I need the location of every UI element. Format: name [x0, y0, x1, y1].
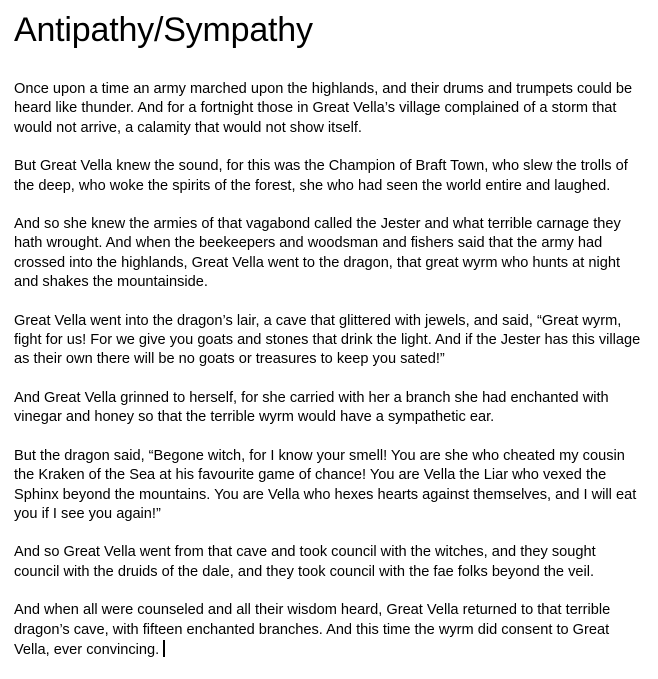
- paragraph-6[interactable]: But the dragon said, “Begone witch, for I know your smell! You are she who cheated my cousin the Kraken of the Sea at his favourite game of chance! You are Vella the Liar who vexed the Sphinx beyond the mountains. You are Vella who hexes hearts against themselves, and I will eat you if I see you again!”: [14, 447, 637, 522]
- paragraph-2[interactable]: But Great Vella knew the sound, for this was the Champion of Braft Town, who slew the trolls of the deep, who woke the spirits of the forest, she who had seen the world entire and laughed.: [14, 158, 628, 194]
- text-cursor: [163, 640, 165, 657]
- paragraph-5[interactable]: And Great Vella grinned to herself, for she carried with her a branch she had enchanted with vinegar and honey so that the terrible wyrm would have a sympathetic ear.: [14, 389, 609, 426]
- document-title[interactable]: Antipathy/Sympathy: [14, 11, 313, 49]
- document-body[interactable]: [14, 8, 644, 679]
- paragraph-8-text[interactable]: And when all were counseled and all their wisdom heard, Great Vella returned to that terrible dragon’s cave, with fifteen enchanted branches. And this time the wyrm did consent to Great Vella, ever convincing.: [14, 602, 611, 658]
- paragraph-3[interactable]: And so she knew the armies of that vagabond called the Jester and what terrible carnage they hath wrought. And when the beekeepers and woodsman and fishers said that the army had crossed into the highlands, Great Vella went to the dragon, that great wyrm who hunts at night and shakes the mountainside.: [14, 216, 621, 291]
- paragraph-7[interactable]: And so Great Vella went from that cave and took council with the witches, and they sought council with the druids of the dale, and they took council with the fae folks beyond the veil.: [14, 544, 596, 580]
- paragraph-4[interactable]: Great Vella went into the dragon’s lair, a cave that glittered with jewels, and said, “Great wyrm, fight for us! For we give you goats and stones that drink the light. And if the Jester has this village as their own there will be no goats or treasures to keep you sated!”: [14, 312, 641, 368]
- paragraph-1[interactable]: Once upon a time an army marched upon the highlands, and their drums and trumpets could be heard like thunder. And for a fortnight those in Great Vella’s village complained of a storm that would not arrive, a calamity that would not show itself.: [14, 81, 633, 136]
- paragraph-8[interactable]: [14, 601, 644, 660]
